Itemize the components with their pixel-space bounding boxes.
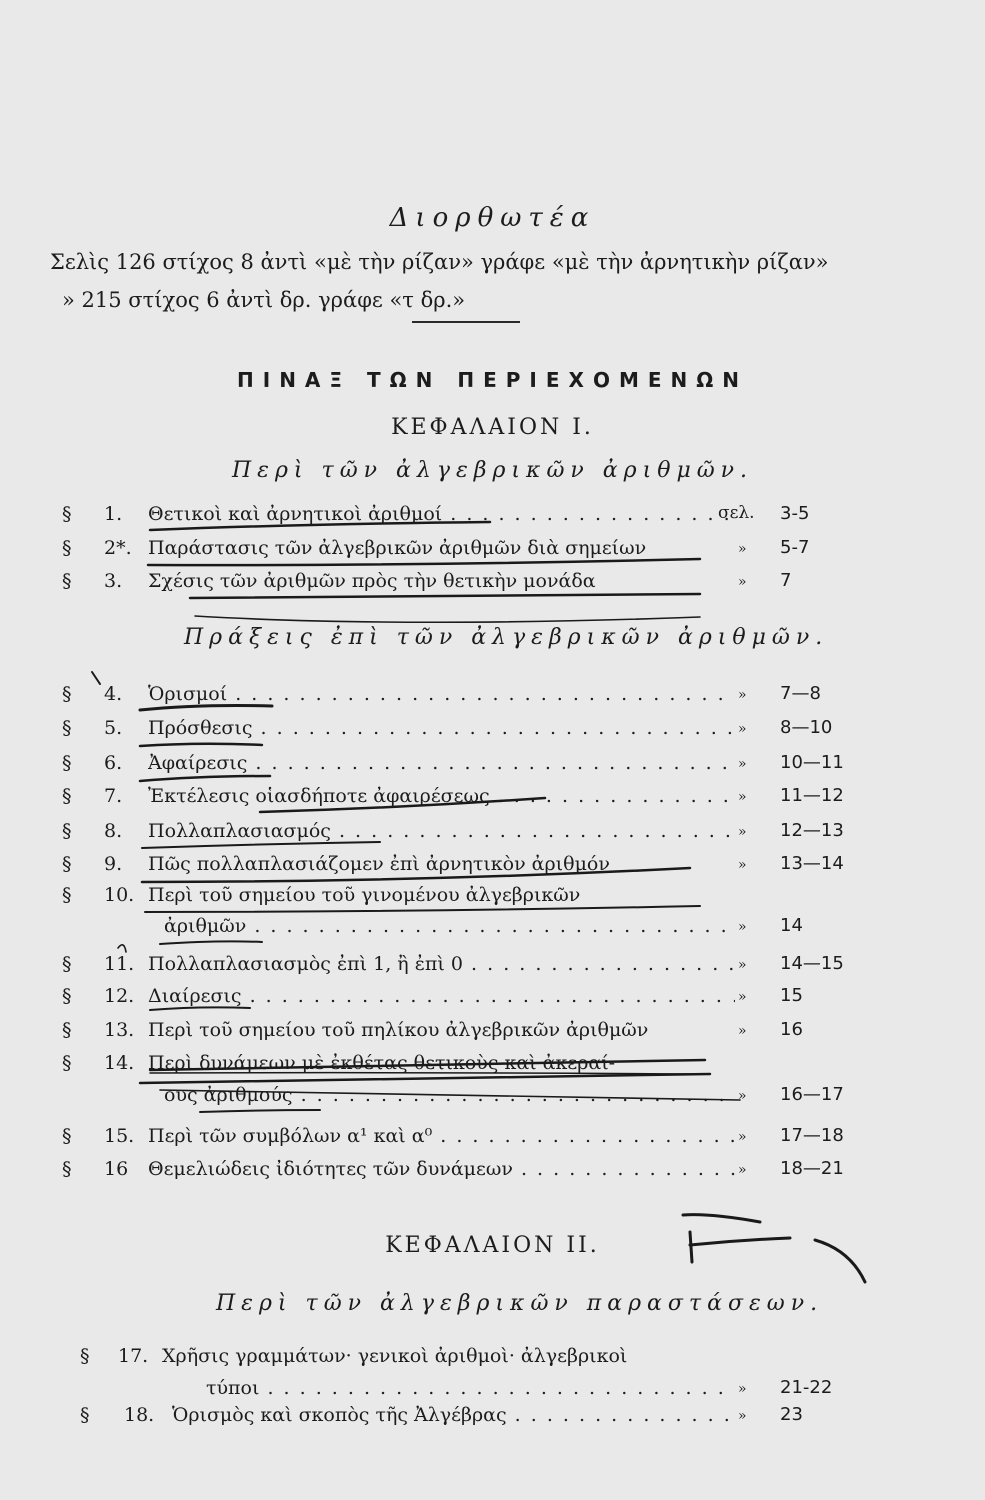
entry-title-continued: ους ἀριθμούς . . .	[164, 1084, 735, 1106]
pen-mark	[690, 1232, 692, 1262]
pen-mark	[92, 672, 100, 684]
ditto-mark: »	[738, 687, 747, 703]
ditto-mark: »	[738, 919, 747, 935]
underline-mark	[142, 868, 690, 882]
section-symbol: §	[62, 785, 72, 807]
underline-mark	[142, 842, 380, 848]
entry-title: Περὶ τοῦ σημείου τοῦ πηλίκου ἀλγεβρικῶν ἀριθμῶν	[148, 1019, 649, 1041]
entry-title: Πολλαπλασιασμὸς ἐπὶ 1, ἢ ἐπὶ 0 . . .	[148, 953, 735, 975]
section-symbol: §	[62, 1019, 72, 1041]
underline-mark	[150, 1007, 250, 1010]
entry-pages: 7	[780, 570, 792, 591]
entry-title-continued: ἀριθμῶν . . .	[164, 915, 735, 937]
section-symbol: §	[62, 953, 72, 975]
ditto-mark: »	[738, 989, 747, 1005]
entry-pages: 14	[780, 915, 803, 936]
entry-number: 15.	[104, 1125, 135, 1147]
entry-pages: 12—13	[780, 820, 844, 841]
entry-number: 9.	[104, 853, 123, 875]
entry-number: 1.	[104, 503, 123, 525]
section-symbol: §	[62, 884, 72, 906]
entry-pages: 15	[780, 985, 803, 1006]
ditto-mark: »	[738, 721, 747, 737]
pen-mark	[690, 1238, 790, 1245]
ditto-mark: »	[738, 1381, 747, 1397]
underline-mark	[145, 906, 700, 912]
entry-pages: 17—18	[780, 1125, 844, 1146]
entry-title: Πῶς πολλαπλασιάζομεν ἐπὶ ἀρνητικὸν ἀριθμόν	[148, 853, 610, 875]
entry-pages: 8—10	[780, 717, 833, 738]
chapter-1-heading: ΚΕΦΑΛΑΙΟΝ Ι.	[391, 415, 594, 440]
ditto-mark: »	[738, 756, 747, 772]
errata-line-2: » 215 στίχος 6 ἀντὶ δρ. γράφε «τ δρ.»	[62, 288, 466, 312]
entry-pages: 3-5	[780, 503, 810, 524]
underline-mark	[150, 1060, 705, 1070]
entry-number: 2*.	[104, 537, 132, 559]
ditto-mark: »	[738, 824, 747, 840]
entry-number: 6.	[104, 752, 123, 774]
entry-pages: 18—21	[780, 1158, 844, 1179]
entry-pages: 13—14	[780, 853, 844, 874]
entry-title: Παράστασις τῶν ἀλγεβρικῶν ἀριθμῶν διὰ σημείων	[148, 537, 647, 559]
underline-mark	[195, 616, 700, 622]
underline-mark	[148, 559, 700, 565]
entry-title: Διαίρεσις . . .	[148, 985, 735, 1007]
underline-mark	[190, 594, 700, 598]
entry-pages: 10—11	[780, 752, 844, 773]
section-symbol: §	[62, 820, 72, 842]
entry-number: 14.	[104, 1052, 135, 1074]
section-symbol: §	[80, 1345, 90, 1367]
ditto-mark: »	[738, 789, 747, 805]
underline-mark	[140, 1074, 710, 1083]
chapter-2-subtitle: Περὶ τῶν ἀλγεβρικῶν παραστάσεων.	[216, 1291, 824, 1316]
entry-pages: 7—8	[780, 683, 821, 704]
underline-mark	[140, 776, 270, 781]
underline-mark	[150, 522, 490, 530]
pen-mark	[118, 945, 126, 952]
entry-title: Περὶ τῶν συμβόλων α¹ καὶ α⁰ . . .	[148, 1125, 735, 1147]
section-symbol: §	[62, 717, 72, 739]
entry-pages: 14—15	[780, 953, 844, 974]
entry-title: Ὁρισμὸς καὶ σκοπὸς τῆς Ἀλγέβρας . . .	[172, 1404, 735, 1426]
underline-mark	[200, 1110, 320, 1112]
entry-pages: 5-7	[780, 537, 810, 558]
pen-mark	[815, 1240, 865, 1282]
entry-number: 10.	[104, 884, 135, 906]
section-symbol: §	[62, 1158, 72, 1180]
errata-line-1: Σελὶς 126 στίχος 8 ἀντὶ «μὲ τὴν ρίζαν» γράφε «μὲ τὴν ἀρνητικὴν ρίζαν»	[50, 250, 829, 274]
section-symbol: §	[62, 683, 72, 705]
entry-number: 11.	[104, 953, 135, 975]
ditto-mark: »	[738, 574, 747, 590]
entry-title: Σχέσις τῶν ἀριθμῶν πρὸς τὴν θετικὴν μονάδα	[148, 570, 596, 592]
underline-mark	[260, 798, 545, 812]
entry-pages: 16—17	[780, 1084, 844, 1105]
underline-mark	[140, 744, 262, 746]
entry-title: Πολλαπλασιασμός . . .	[148, 820, 735, 842]
entry-title: Ὁρισμοί . . .	[148, 683, 735, 705]
entry-number: 7.	[104, 785, 123, 807]
section-symbol: §	[62, 1125, 72, 1147]
underline-mark	[140, 706, 272, 711]
entry-number: 17.	[118, 1345, 149, 1367]
ditto-mark: »	[738, 957, 747, 973]
errata-title: Διορθωτέα	[389, 203, 596, 233]
entry-number: 18.	[124, 1404, 155, 1426]
section-symbol: §	[62, 853, 72, 875]
entry-title: Ἀφαίρεσις . . .	[148, 752, 735, 774]
entry-number: 12.	[104, 985, 135, 1007]
entry-title: Περὶ δυνάμεων μὲ ἐκθέτας θετικοὺς καὶ ἀκεραί-	[148, 1052, 616, 1074]
page-label: σελ.	[718, 503, 755, 523]
entry-number: 8.	[104, 820, 123, 842]
chapter-1-subtitle: Περὶ τῶν ἀλγεβρικῶν ἀριθμῶν.	[232, 458, 754, 483]
section-symbol: §	[62, 503, 72, 525]
section-symbol: §	[80, 1404, 90, 1426]
strike-mark	[150, 1073, 700, 1074]
entry-number: 4.	[104, 683, 123, 705]
entry-number: 13.	[104, 1019, 135, 1041]
ditto-mark: »	[738, 1023, 747, 1039]
entry-number: 5.	[104, 717, 123, 739]
section-symbol: §	[62, 570, 72, 592]
section-symbol: §	[62, 752, 72, 774]
ditto-mark: »	[738, 1408, 747, 1424]
chapter-1-subtitle-2: Πράξεις ἐπὶ τῶν ἀλγεβρικῶν ἀριθμῶν.	[184, 625, 829, 650]
entry-title: Πρόσθεσις . . .	[148, 717, 735, 739]
toc-title: ΠΙΝΑΞ ΤΩΝ ΠΕΡΙΕΧΟΜΕΝΩΝ	[237, 368, 748, 392]
entry-number: 3.	[104, 570, 123, 592]
entry-title: Χρῆσις γραμμάτων· γενικοὶ ἀριθμοὶ· ἀλγεβρικοὶ	[162, 1345, 628, 1367]
pen-mark	[683, 1215, 760, 1222]
entry-title: Ἐκτέλεσις οἱασδήποτε ἀφαιρέσεως . . .	[148, 785, 735, 807]
entry-pages: 23	[780, 1404, 803, 1425]
ditto-mark: »	[738, 541, 747, 557]
entry-pages: 11—12	[780, 785, 844, 806]
entry-pages: 21-22	[780, 1377, 833, 1398]
underline-mark	[160, 1090, 740, 1100]
entry-title-continued: τύποι . . .	[206, 1377, 735, 1399]
section-symbol: §	[62, 537, 72, 559]
ditto-mark: »	[738, 1129, 747, 1145]
entry-title: Θετικοὶ καὶ ἀρνητικοὶ ἀριθμοί . . .	[148, 503, 735, 525]
ditto-mark: »	[738, 1162, 747, 1178]
entry-number: 16	[104, 1158, 129, 1180]
underline-mark	[160, 941, 262, 944]
ditto-mark: »	[738, 857, 747, 873]
section-symbol: §	[62, 985, 72, 1007]
entry-title: Περὶ τοῦ σημείου τοῦ γινομένου ἀλγεβρικῶν	[148, 884, 581, 906]
entry-pages: 16	[780, 1019, 803, 1040]
ditto-mark: »	[738, 1088, 747, 1104]
chapter-2-heading: ΚΕΦΑΛΑΙΟΝ ΙΙ.	[385, 1233, 600, 1258]
section-symbol: §	[62, 1052, 72, 1074]
entry-title: Θεμελιώδεις ἰδιότητες τῶν δυνάμεων . . .	[148, 1158, 735, 1180]
